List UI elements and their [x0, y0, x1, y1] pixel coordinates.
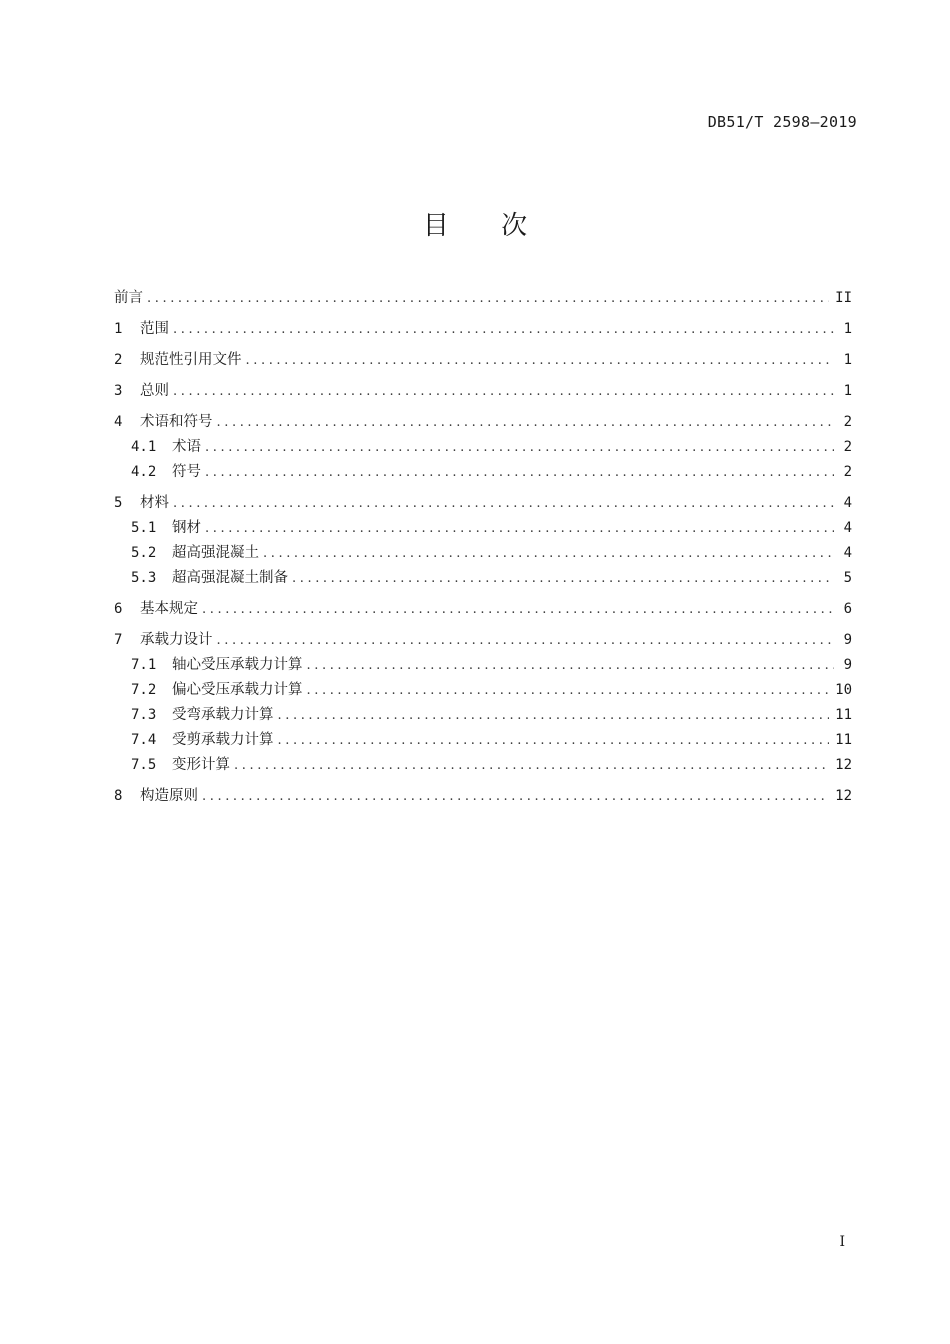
toc-entry-number: 4.1: [131, 439, 157, 455]
toc-leader-dots: [205, 460, 834, 485]
toc-entry-label: 符号: [172, 464, 201, 480]
toc-entry[interactable]: [114, 435, 852, 460]
toc-leader-dots: [173, 491, 834, 516]
toc-entry-label: 范围: [140, 321, 169, 337]
toc-leader-dots: [246, 348, 835, 373]
toc-entry[interactable]: [114, 460, 852, 485]
toc-entry-label: 基本规定: [140, 601, 198, 617]
toc-entry-number: 5.2: [131, 545, 157, 561]
toc-entry-label: 钢材: [172, 520, 201, 536]
toc-entry-label: 规范性引用文件: [140, 352, 242, 368]
toc-leader-dots: [263, 541, 834, 566]
table-of-contents: [114, 286, 852, 809]
toc-entry-label: 构造原则: [140, 788, 198, 804]
toc-entry-page: 12: [835, 788, 852, 804]
toc-entry-page: 4: [843, 495, 852, 511]
toc-entry-label: 材料: [140, 495, 169, 511]
document-code: DB51/T 2598—2019: [707, 113, 857, 131]
toc-entry-number: 8: [114, 788, 123, 804]
toc-leader-dots: [202, 784, 829, 809]
toc-entry-page: 6: [843, 601, 852, 617]
toc-entry[interactable]: [114, 753, 852, 778]
toc-entry-number: 4.2: [131, 464, 157, 480]
toc-entry-number: 7.2: [131, 682, 157, 698]
toc-entry-page: II: [835, 290, 852, 306]
toc-entry-label: 变形计算: [172, 757, 230, 773]
toc-entry-label: 前言: [114, 290, 143, 306]
toc-leader-dots: [205, 516, 834, 541]
toc-entry-number: 1: [114, 321, 123, 337]
toc-entry-page: 12: [835, 757, 852, 773]
toc-entry[interactable]: [114, 379, 852, 404]
toc-entry-page: 11: [835, 732, 852, 748]
toc-entry-number: 7.5: [131, 757, 157, 773]
toc-entry-page: 2: [843, 414, 852, 430]
toc-leader-dots: [234, 753, 829, 778]
toc-entry[interactable]: [114, 348, 852, 373]
toc-entry-number: 6: [114, 601, 123, 617]
page-title: 目 次: [422, 211, 550, 241]
toc-entry-number: 3: [114, 383, 123, 399]
toc-entry[interactable]: [114, 653, 852, 678]
toc-entry[interactable]: [114, 628, 852, 653]
toc-entry-number: 7.1: [131, 657, 157, 673]
toc-entry[interactable]: [114, 516, 852, 541]
toc-entry-label: 术语和符号: [140, 414, 213, 430]
toc-leader-dots: [307, 678, 830, 703]
toc-entry-number: 5: [114, 495, 123, 511]
toc-entry-page: 1: [843, 383, 852, 399]
toc-leader-dots: [292, 566, 834, 591]
toc-entry-page: 9: [843, 657, 852, 673]
toc-entry[interactable]: [114, 678, 852, 703]
toc-entry-label: 超高强混凝土制备: [172, 570, 288, 586]
toc-leader-dots: [278, 728, 830, 753]
toc-leader-dots: [217, 628, 835, 653]
toc-entry-page: 1: [843, 321, 852, 337]
toc-entry-page: 11: [835, 707, 852, 723]
toc-entry[interactable]: [114, 541, 852, 566]
toc-entry[interactable]: [114, 597, 852, 622]
toc-entry-label: 受剪承载力计算: [172, 732, 274, 748]
toc-entry-label: 术语: [172, 439, 201, 455]
toc-leader-dots: [202, 597, 834, 622]
toc-entry[interactable]: [114, 286, 852, 311]
toc-entry-number: 2: [114, 352, 123, 368]
toc-leader-dots: [173, 317, 834, 342]
toc-entry-number: 5.1: [131, 520, 157, 536]
toc-entry[interactable]: [114, 491, 852, 516]
toc-entry-label: 受弯承载力计算: [172, 707, 274, 723]
toc-entry-number: 5.3: [131, 570, 157, 586]
toc-leader-dots: [147, 286, 829, 311]
toc-entry[interactable]: [114, 728, 852, 753]
toc-entry-page: 2: [843, 439, 852, 455]
toc-entry[interactable]: [114, 784, 852, 809]
toc-entry-number: 7: [114, 632, 123, 648]
toc-entry-number: 4: [114, 414, 123, 430]
toc-entry[interactable]: [114, 410, 852, 435]
toc-leader-dots: [217, 410, 835, 435]
footer-page-number: I: [839, 1234, 845, 1250]
toc-entry-label: 总则: [140, 383, 169, 399]
toc-entry-label: 偏心受压承载力计算: [172, 682, 303, 698]
toc-entry-page: 5: [843, 570, 852, 586]
toc-entry-number: 7.4: [131, 732, 157, 748]
toc-leader-dots: [307, 653, 835, 678]
toc-leader-dots: [205, 435, 834, 460]
toc-entry-label: 承载力设计: [140, 632, 213, 648]
toc-leader-dots: [173, 379, 834, 404]
toc-entry[interactable]: [114, 566, 852, 591]
toc-entry-page: 4: [843, 520, 852, 536]
toc-entry-page: 10: [835, 682, 852, 698]
toc-entry-label: 轴心受压承载力计算: [172, 657, 303, 673]
toc-leader-dots: [278, 703, 830, 728]
toc-entry-number: 7.3: [131, 707, 157, 723]
toc-entry-label: 超高强混凝土: [172, 545, 259, 561]
toc-entry-page: 9: [843, 632, 852, 648]
toc-entry[interactable]: [114, 703, 852, 728]
toc-entry-page: 4: [843, 545, 852, 561]
toc-entry[interactable]: [114, 317, 852, 342]
toc-entry-page: 2: [843, 464, 852, 480]
toc-entry-page: 1: [843, 352, 852, 368]
